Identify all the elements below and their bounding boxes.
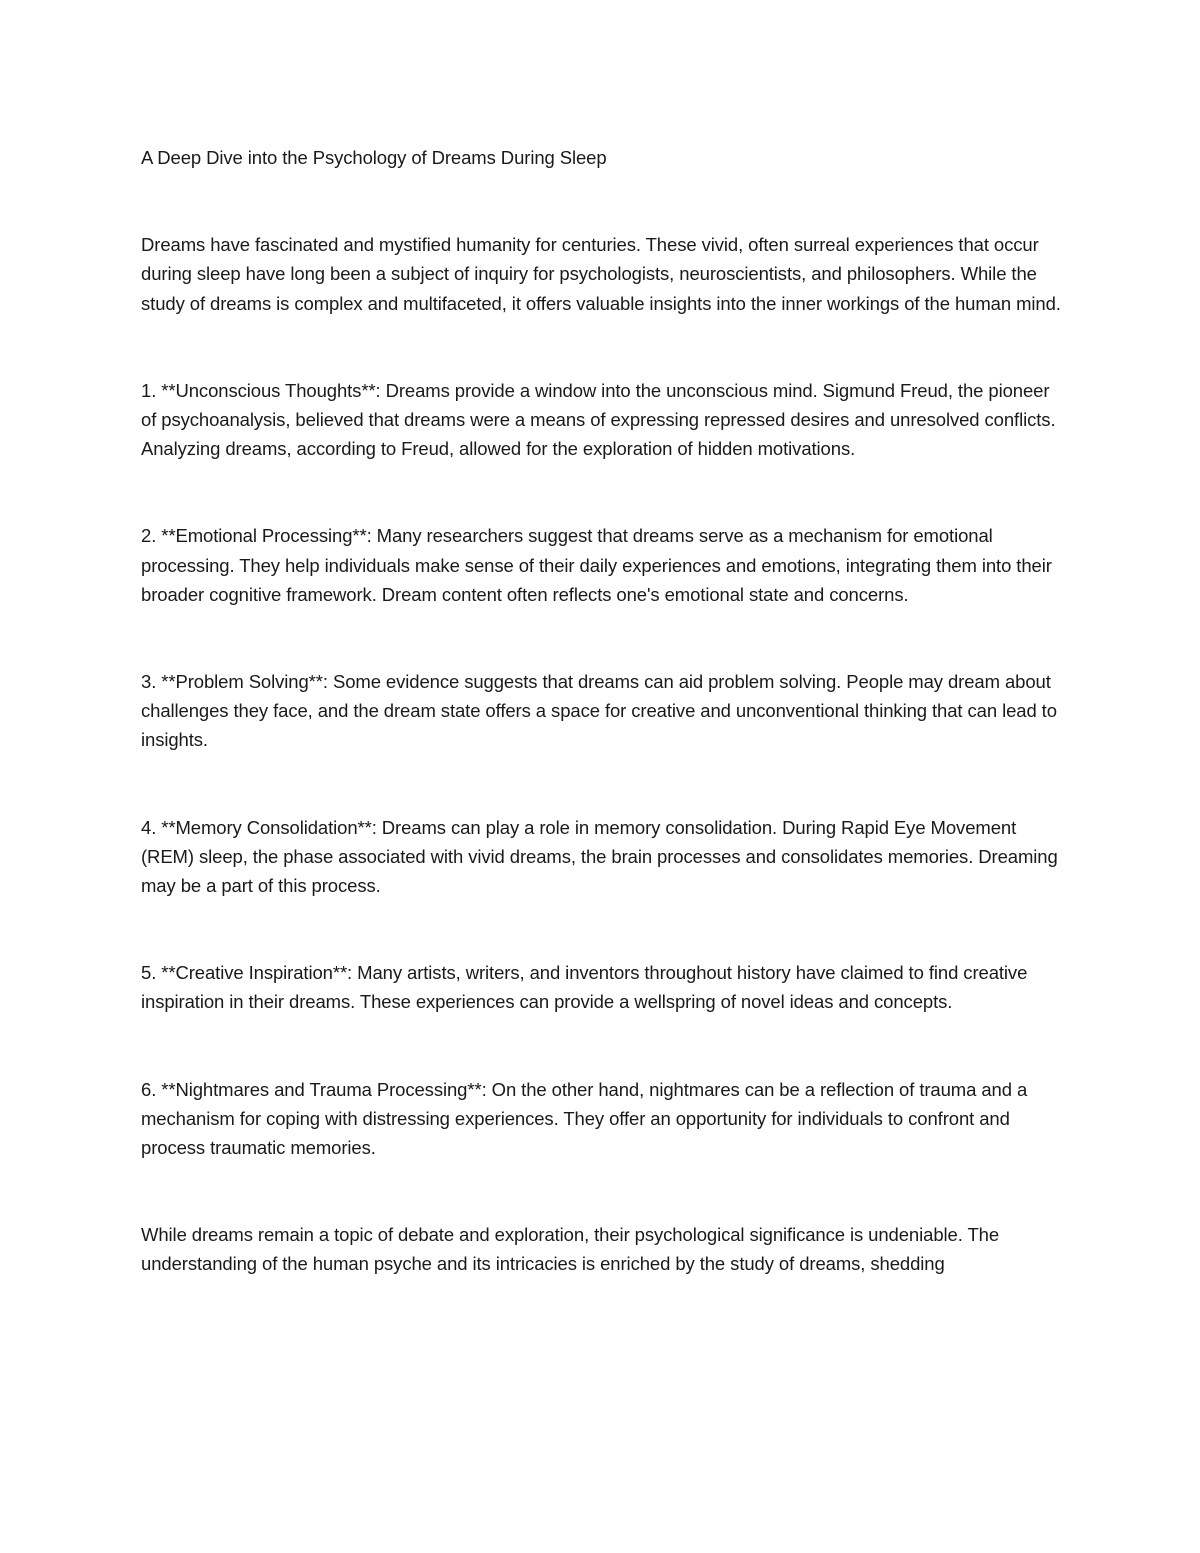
document-body <box>141 143 1061 1337</box>
document-title: A Deep Dive into the Psychology of Dreams During Sleep <box>141 147 607 168</box>
paragraph-nightmares-trauma: 6. **Nightmares and Trauma Processing**: On the other hand, nightmares can be a reflection of trauma and a mechanism for coping with distressing experiences. They offer an opportunity for individuals to confront and process traumatic memories. <box>141 1078 1028 1159</box>
paragraph-problem-solving: 3. **Problem Solving**: Some evidence suggests that dreams can aid problem solving. People may dream about challenges they face, and the dream state offers a space for creative and unconventional thinking that can lead to insights. <box>141 671 1057 751</box>
paragraph-emotional-processing: 2. **Emotional Processing**: Many researchers suggest that dreams serve as a mechanism for emotional processing. They help individuals make sense of their daily experiences and emotions, integrating them into their broader cognitive framework. Dream content often reflects one's emotional state and concerns. <box>141 525 1052 605</box>
paragraph-unconscious-thoughts: 1. **Unconscious Thoughts**: Dreams provide a window into the unconscious mind. Sigmund Freud, the pioneer of psychoanalysis, believed that dreams were a means of expressing repressed desires and unresolved conflicts. Analyzing dreams, according to Freud, allowed for the exploration of hidden motivations. <box>141 379 1056 460</box>
closing-paragraph: While dreams remain a topic of debate and exploration, their psychological significance is undeniable. The understanding of the human psyche and its intricacies is enriched by the study of dreams, shedding <box>141 1224 1000 1275</box>
intro-paragraph: Dreams have fascinated and mystified humanity for centuries. These vivid, often surreal experiences that occur during sleep have long been a subject of inquiry for psychologists, neuroscientists, and philosophers. While the study of dreams is complex and multifaceted, it offers valuable insights into the inner workings of the human mind. <box>141 234 1061 314</box>
paragraph-creative-inspiration: 5. **Creative Inspiration**: Many artists, writers, and inventors throughout history have claimed to find creative inspiration in their dreams. These experiences can provide a wellspring of novel ideas and concepts. <box>141 962 1028 1013</box>
paragraph-memory-consolidation: 4. **Memory Consolidation**: Dreams can play a role in memory consolidation. During Rapid Eye Movement (REM) sleep, the phase associated with vivid dreams, the brain processes and consolidates memories. Dreaming may be a part of this process. <box>141 816 1058 897</box>
